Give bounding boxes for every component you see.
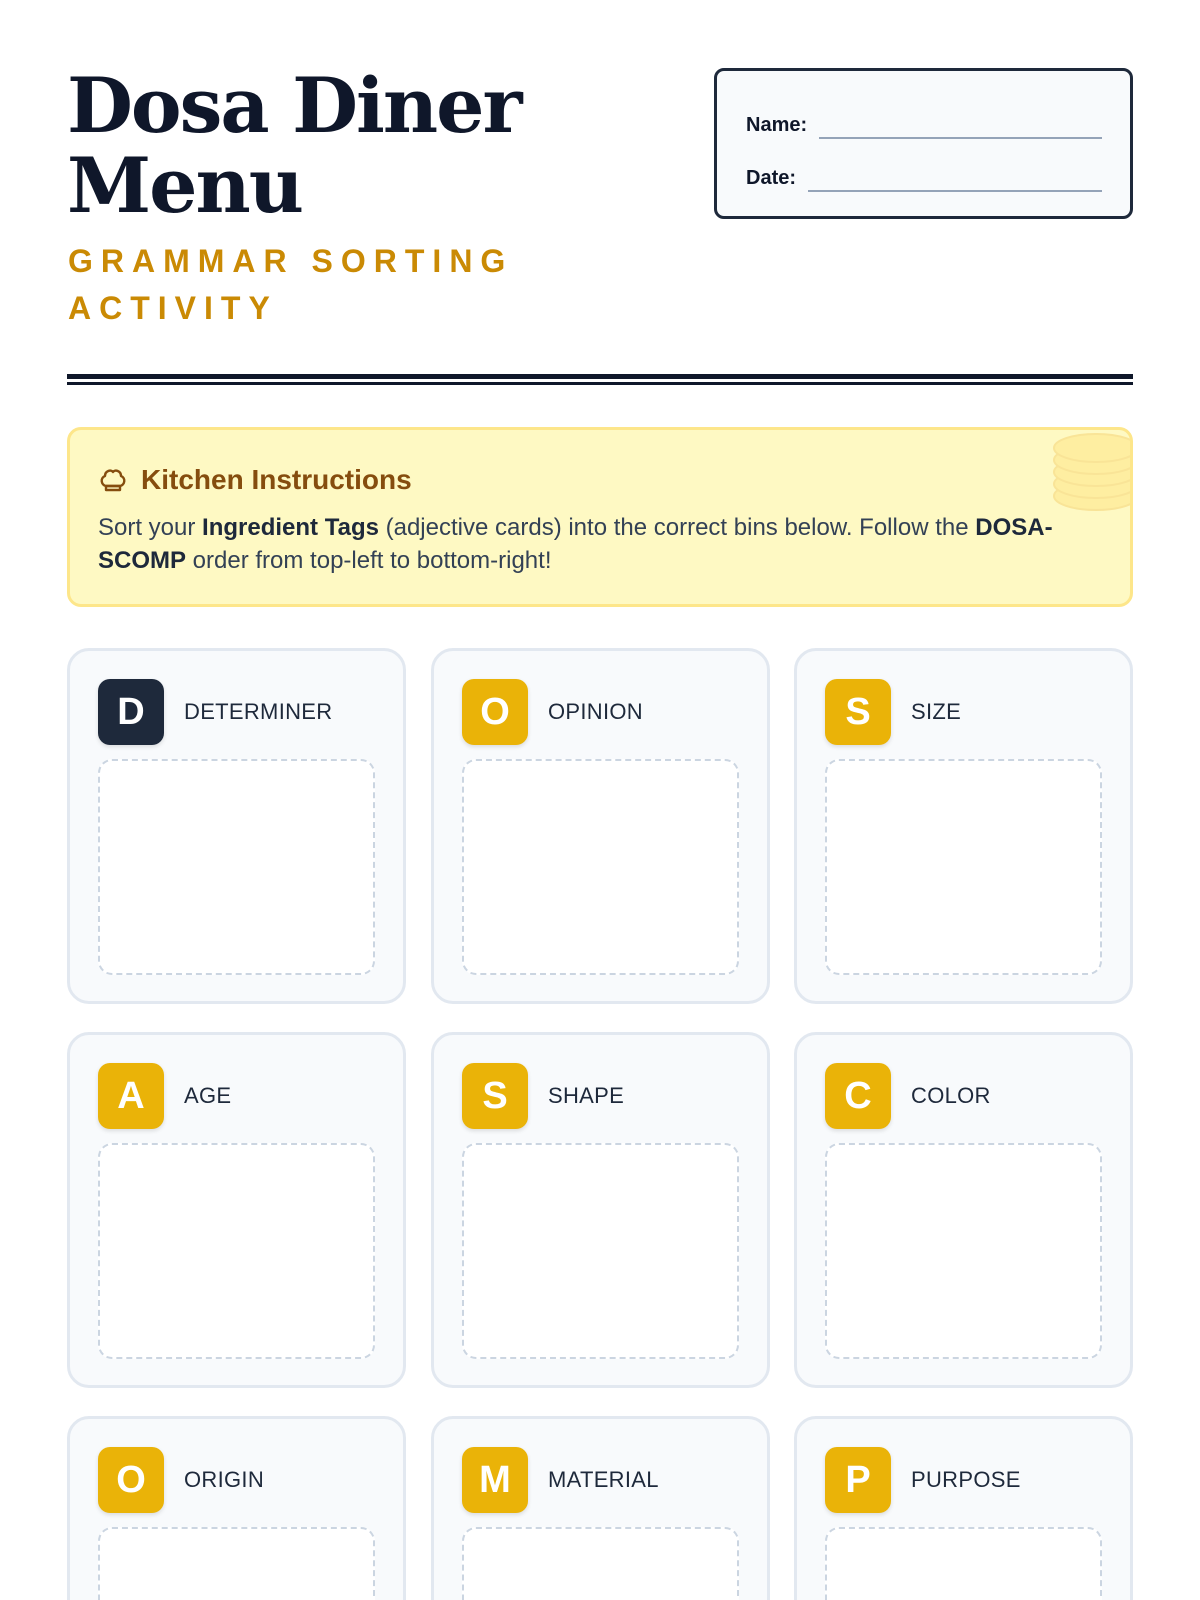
name-line[interactable] bbox=[819, 137, 1102, 139]
bin-card-color bbox=[794, 1032, 1133, 1388]
title-line-2: Menu bbox=[67, 141, 302, 230]
bin-card-opinion bbox=[431, 648, 770, 1004]
category-label: ORIGIN bbox=[184, 1467, 265, 1492]
drop-zone-origin[interactable] bbox=[98, 1527, 375, 1600]
instructions-bold-ingredient-tags: Ingredient Tags bbox=[202, 514, 379, 541]
bin-card-determiner bbox=[67, 648, 406, 1004]
drop-zone-purpose[interactable] bbox=[825, 1527, 1102, 1600]
instructions-text-part-2: (adjective cards) into the correct bins below. Follow the bbox=[378, 514, 976, 541]
category-label: OPINION bbox=[548, 699, 643, 724]
category-label: PURPOSE bbox=[911, 1467, 1021, 1492]
drop-zone-age[interactable] bbox=[98, 1143, 375, 1359]
instructions-title: Kitchen Instructions bbox=[141, 464, 412, 495]
page-title bbox=[67, 61, 667, 230]
category-badge: O bbox=[98, 1447, 164, 1513]
bin-card-material bbox=[431, 1416, 770, 1600]
category-label: AGE bbox=[184, 1083, 232, 1108]
header-divider-bottom bbox=[67, 382, 1133, 385]
instructions-text-part-1: Sort your bbox=[98, 514, 203, 541]
instructions-header bbox=[97, 464, 412, 496]
category-label: DETERMINER bbox=[184, 699, 333, 724]
category-badge: O bbox=[462, 679, 528, 745]
category-label: SIZE bbox=[911, 699, 962, 724]
instructions-text-part-3: order from top-left to bottom-right! bbox=[186, 547, 552, 574]
subtitle-line-1: GRAMMAR SORTING bbox=[68, 243, 514, 279]
instructions-text bbox=[98, 511, 1108, 577]
kitchen-instructions-panel bbox=[67, 427, 1133, 607]
drop-zone-shape[interactable] bbox=[462, 1143, 739, 1359]
name-field[interactable] bbox=[746, 107, 1102, 137]
category-badge: D bbox=[98, 679, 164, 745]
bin-card-age bbox=[67, 1032, 406, 1388]
drop-zone-opinion[interactable] bbox=[462, 759, 739, 975]
drop-zone-determiner[interactable] bbox=[98, 759, 375, 975]
bin-card-size bbox=[794, 648, 1133, 1004]
category-badge: A bbox=[98, 1063, 164, 1129]
header-divider-top bbox=[67, 374, 1133, 379]
category-label: MATERIAL bbox=[548, 1467, 659, 1492]
drop-zone-color[interactable] bbox=[825, 1143, 1102, 1359]
instructions-bold-dosa-scomp: DOSA-SCOMP bbox=[98, 514, 1053, 574]
bin-card-purpose bbox=[794, 1416, 1133, 1600]
category-label: SHAPE bbox=[548, 1083, 625, 1108]
category-badge: M bbox=[462, 1447, 528, 1513]
date-line[interactable] bbox=[808, 190, 1102, 192]
category-badge: S bbox=[825, 679, 891, 745]
category-badge: P bbox=[825, 1447, 891, 1513]
date-label: Date: bbox=[746, 167, 797, 189]
student-info-box bbox=[714, 68, 1133, 219]
drop-zone-size[interactable] bbox=[825, 759, 1102, 975]
drop-zone-material[interactable] bbox=[462, 1527, 739, 1600]
chef-hat-icon bbox=[97, 464, 129, 496]
bin-card-origin bbox=[67, 1416, 406, 1600]
page-subtitle bbox=[68, 238, 548, 332]
dosa-stack-icon bbox=[1038, 427, 1133, 521]
category-badge: S bbox=[462, 1063, 528, 1129]
bin-card-shape bbox=[431, 1032, 770, 1388]
date-field[interactable] bbox=[746, 160, 1102, 190]
name-label: Name: bbox=[746, 114, 808, 136]
title-line-1: Dosa Diner bbox=[67, 61, 521, 150]
category-label: COLOR bbox=[911, 1083, 991, 1108]
category-badge: C bbox=[825, 1063, 891, 1129]
subtitle-line-2: ACTIVITY bbox=[68, 290, 278, 326]
